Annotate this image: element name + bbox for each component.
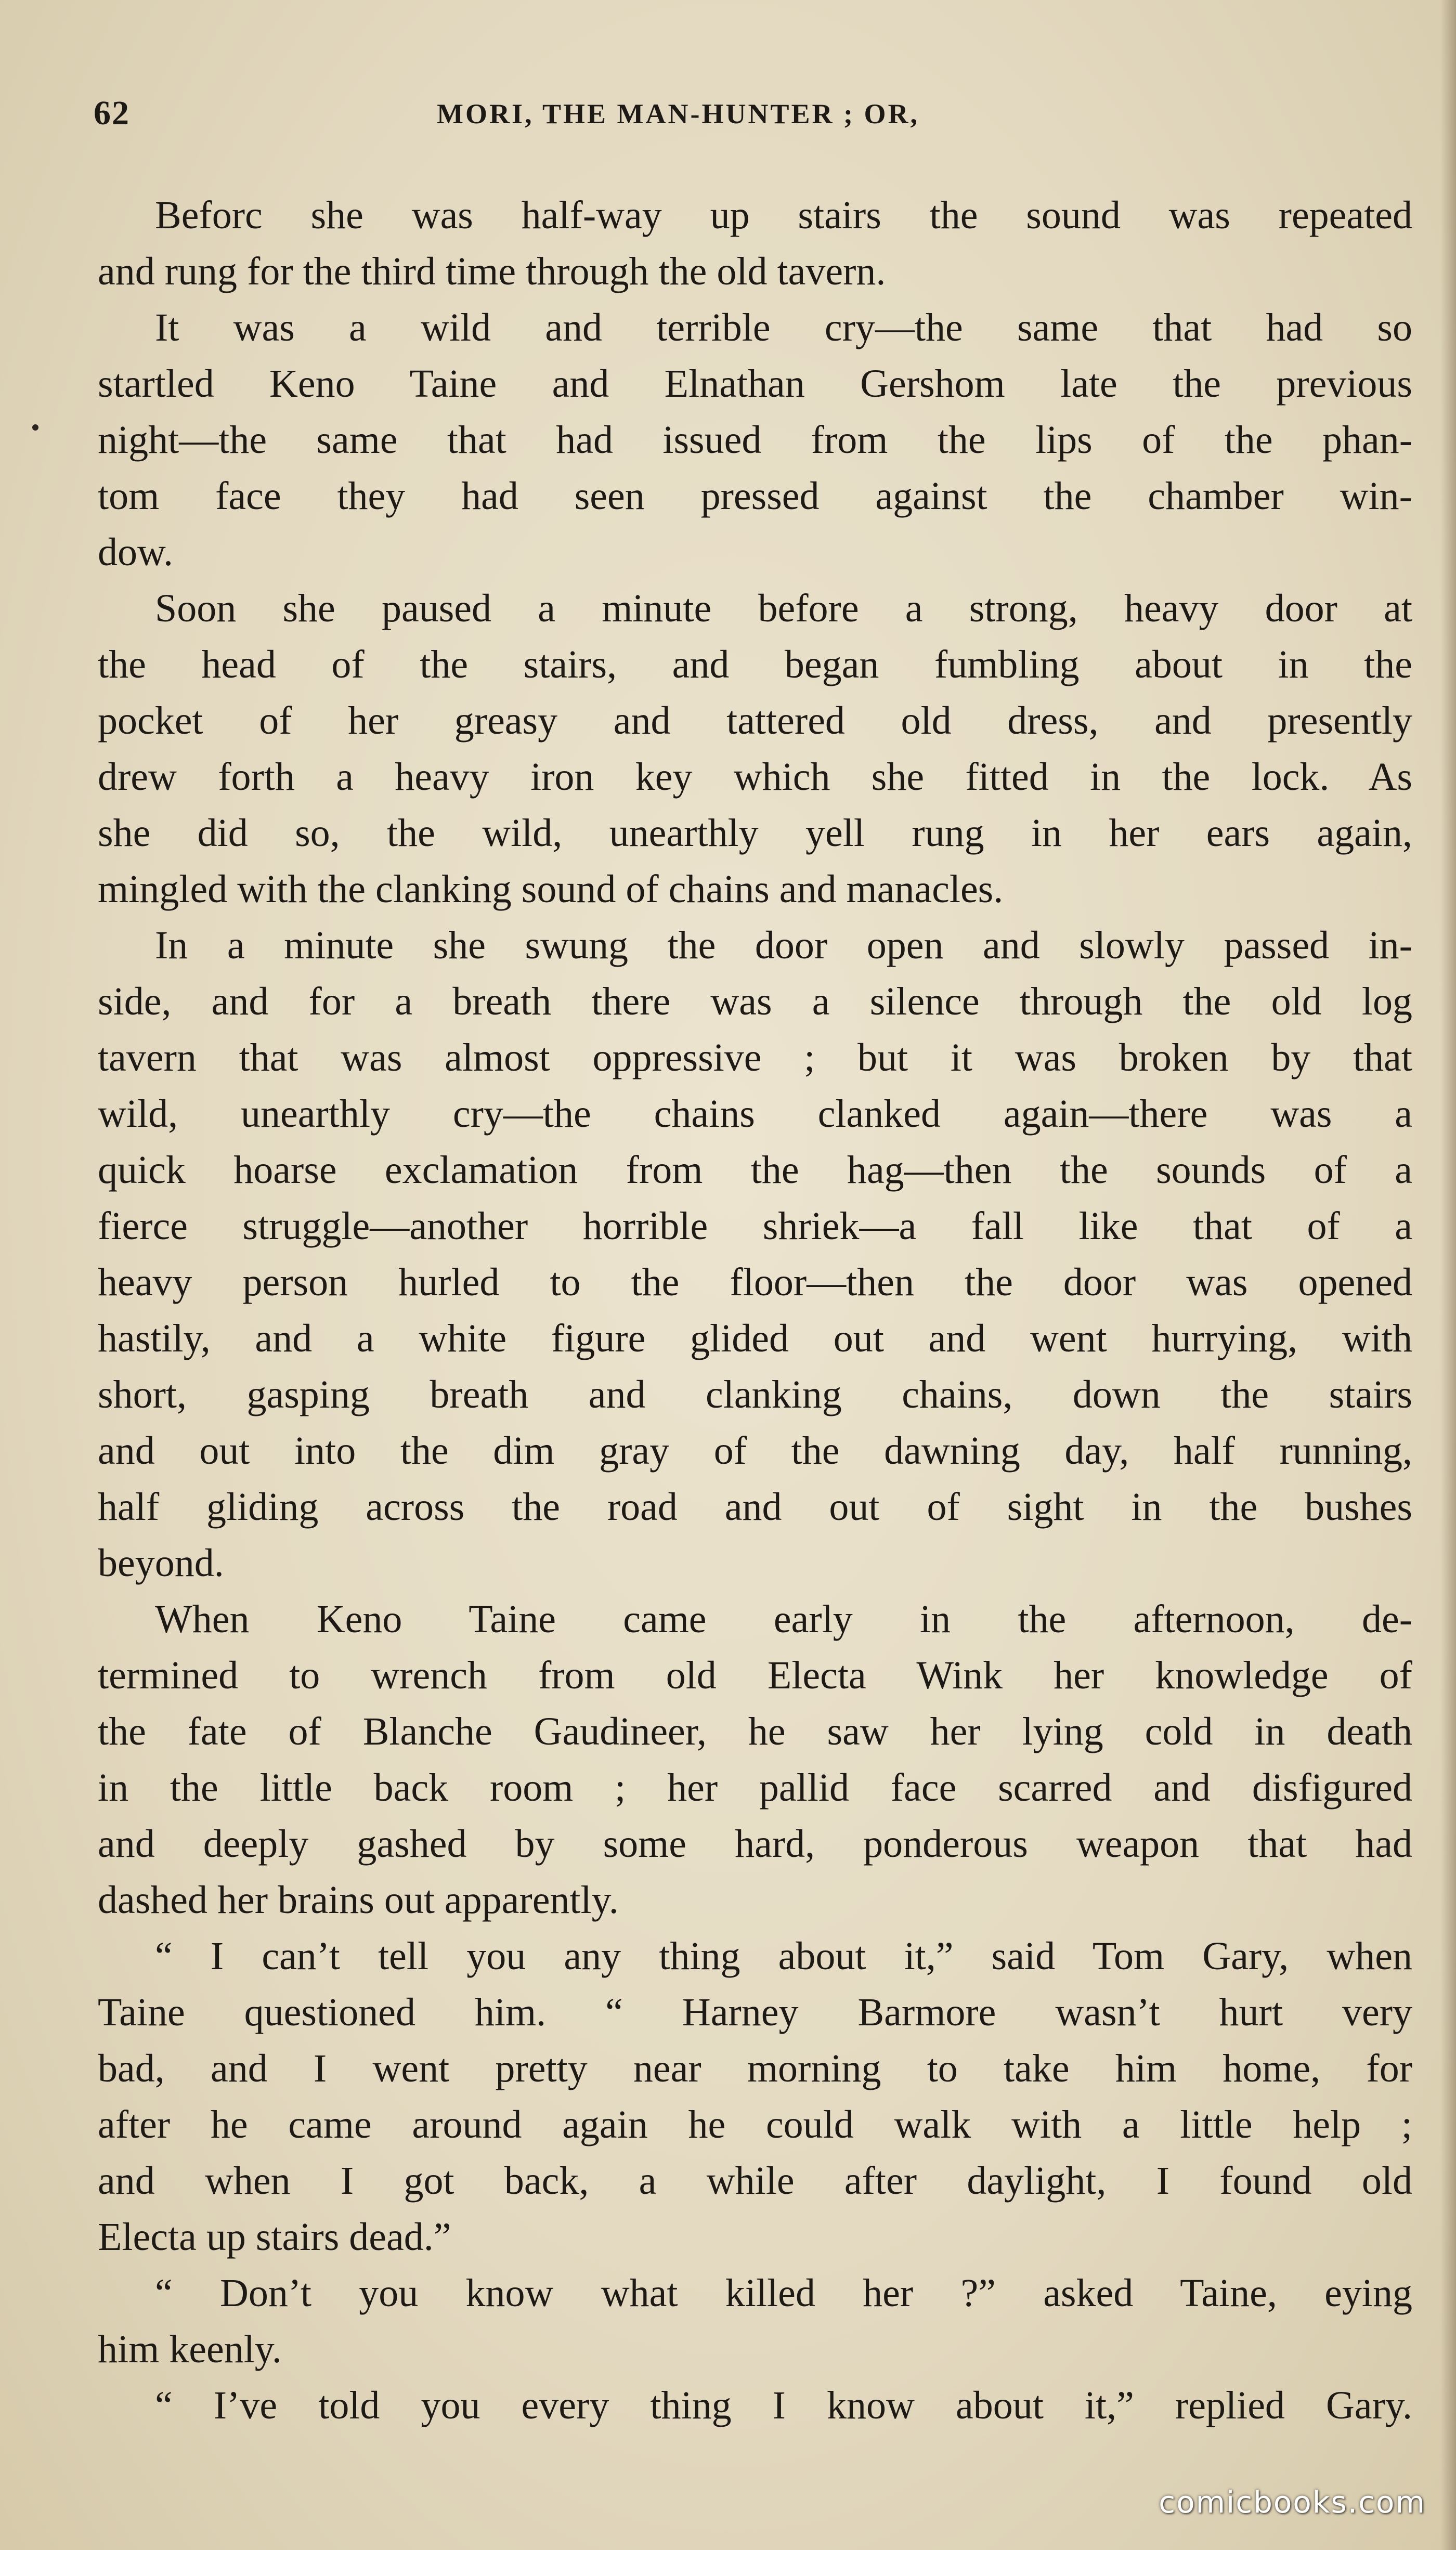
page-header (94, 94, 1409, 135)
text-line: It was a wild and terrible cry—the same that had so (155, 306, 1412, 349)
text-line: Electa up stairs dead.” (98, 2215, 451, 2259)
running-head: MORI, THE MAN-HUNTER ; OR, (437, 98, 920, 129)
watermark: comicbooks.com (1159, 2484, 1426, 2520)
ink-speck (32, 424, 38, 431)
text-line: tom face they had seen pressed against the chamber win- (98, 474, 1412, 518)
text-line: hastily, and a white figure glided out and went hurrying, with (98, 1317, 1412, 1360)
text-line: mingled with the clanking sound of chains and manacles. (98, 867, 1004, 911)
body-text (98, 187, 1412, 2434)
text-line: short, gasping breath and clanking chains, down the stairs (98, 1373, 1412, 1416)
text-line: “ I’ve told you every thing I know about it,” replied Gary. (155, 2384, 1412, 2427)
text-line: Beforc she was half-way up stairs the sound was repeated (155, 193, 1412, 237)
text-line: and rung for the third time through the old tavern. (98, 250, 886, 293)
text-line: half gliding across the road and out of sight in the bushes (98, 1485, 1412, 1529)
text-line: When Keno Taine came early in the afternoon, de- (155, 1597, 1412, 1641)
text-line: and out into the dim gray of the dawning day, half running, (98, 1429, 1412, 1473)
text-line: “ Don’t you know what killed her ?” asked Taine, eying (155, 2271, 1412, 2315)
text-line: bad, and I went pretty near morning to take him home, for (98, 2047, 1412, 2090)
text-line: the head of the stairs, and began fumbling about in the (98, 643, 1412, 686)
text-line: side, and for a breath there was a silence through the old log (98, 980, 1412, 1023)
text-line: drew forth a heavy iron key which she fitted in the lock. As (98, 755, 1412, 799)
text-line: quick hoarse exclamation from the hag—then the sounds of a (98, 1148, 1412, 1192)
text-line: in the little back room ; her pallid face scarred and disfigured (98, 1766, 1412, 1810)
page-number: 62 (94, 94, 130, 132)
page-edge-shadow (1440, 0, 1456, 2550)
text-line: fierce struggle—another horrible shriek—a fall like that of a (98, 1204, 1412, 1248)
text-line: and deeply gashed by some hard, ponderous weapon that had (98, 1822, 1412, 1866)
text-line: heavy person hurled to the floor—then the door was opened (98, 1260, 1412, 1304)
text-line: night—the same that had issued from the lips of the phan- (98, 418, 1412, 462)
text-line: In a minute she swung the door open and slowly passed in- (155, 923, 1412, 967)
text-line: and when I got back, a while after daylight, I found old (98, 2159, 1412, 2203)
text-line: she did so, the wild, unearthly yell rung in her ears again, (98, 811, 1412, 855)
text-line: after he came around again he could walk with a little help ; (98, 2103, 1412, 2146)
text-line: the fate of Blanche Gaudineer, he saw her lying cold in death (98, 1710, 1412, 1753)
text-line: pocket of her greasy and tattered old dress, and presently (98, 699, 1412, 743)
text-line: Taine questioned him. “ Harney Barmore wasn’t hurt very (98, 1990, 1412, 2034)
text-line: tavern that was almost oppressive ; but it was broken by that (98, 1036, 1412, 1079)
text-line: termined to wrench from old Electa Wink her knowledge of (98, 1654, 1412, 1697)
text-line: him keenly. (98, 2327, 282, 2371)
text-line: startled Keno Taine and Elnathan Gershom late the previous (98, 362, 1412, 406)
text-line: “ I can’t tell you any thing about it,” said Tom Gary, when (155, 1934, 1412, 1978)
text-line: dashed her brains out apparently. (98, 1878, 619, 1922)
text-line: wild, unearthly cry—the chains clanked again—there was a (98, 1092, 1412, 1136)
text-line: Soon she paused a minute before a strong, heavy door at (155, 587, 1412, 630)
text-line: beyond. (98, 1541, 224, 1585)
text-line: dow. (98, 530, 173, 574)
